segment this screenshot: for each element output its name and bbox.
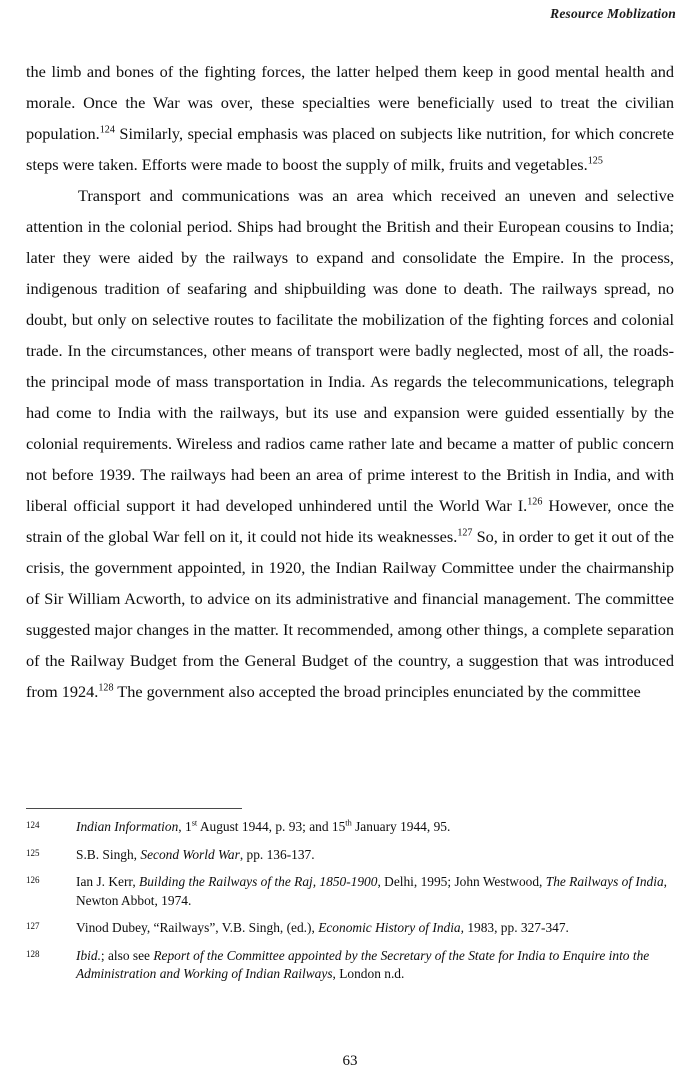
paragraph-1-segment-2: Similarly, special emphasis was placed on subjects like nutrition, for which concrete steps were taken. Efforts were made to boost the supply of milk, fruits and vegetables. — [26, 124, 674, 174]
footnote-number: 126 — [26, 875, 40, 885]
footnote-text: Ian J. Kerr, — [76, 874, 140, 889]
footnote-separator-rule — [26, 808, 242, 809]
footnote-item — [26, 947, 676, 984]
running-head: Resource Moblization — [550, 6, 676, 21]
footnote-ref-127[interactable]: 127 — [457, 527, 473, 539]
footnote-text: 1983, pp. 327-347. — [463, 920, 569, 935]
paragraph-1 — [26, 56, 674, 180]
footnote-text: ; also see — [100, 947, 154, 963]
footnote-item — [26, 919, 676, 938]
footnote-text: , 1 — [178, 819, 192, 834]
footnote-text: January 1944, 95. — [351, 819, 451, 834]
footnote-item — [26, 818, 676, 837]
paragraph-2-segment-4: The government also accepted the broad principles enunciated by the committee — [113, 682, 641, 701]
paragraph-1-segment-1: the limb and bones of the fighting forces, the latter helped them keep in good mental health and morale. Once the War was over, these specialties were beneficially used to treat the civilian population. — [26, 62, 674, 143]
footnote-ibid-italic: Ibid. — [76, 947, 101, 963]
paragraph-2-segment-2: However, once the strain of the global War fell on it, it could not hide its weaknesses. — [26, 496, 674, 546]
footnote-item — [26, 846, 676, 865]
paragraph-2 — [26, 180, 674, 707]
footnote-ref-125[interactable]: 125 — [587, 155, 603, 167]
footnote-ordinal-th: th — [345, 818, 352, 828]
footnote-text: Vinod Dubey, “Railways”, V.B. Singh, (ed.), — [76, 920, 319, 935]
footnote-title-italic: Economic History of India, — [318, 920, 464, 935]
footnote-number: 128 — [26, 948, 40, 959]
footnote-title-italic: Indian Information — [76, 819, 179, 834]
footnote-ref-124[interactable]: 124 — [99, 124, 115, 136]
footnotes-section — [26, 818, 676, 993]
footnote-text: , Newton Abbot, 1974. — [76, 874, 668, 908]
paragraph-2-segment-3: So, in order to get it out of the crisis, the government appointed, in 1920, the Indian Railway Committee under the chairmanship of Sir William Acworth, to advice on its administrative and financial management. The committee suggested major changes in the matter. It recommended, among other things, a complete separation of the Railway Budget from the General Budget of the country, a suggestion that was introduced from 1924. — [26, 527, 674, 701]
footnote-text: August 1944, p. 93; and 15 — [197, 819, 346, 834]
footnote-ordinal-st: st — [191, 818, 198, 828]
footnote-title-italic-secondary: The Railways of India — [545, 874, 664, 889]
footnote-ref-128[interactable]: 128 — [98, 682, 114, 694]
footnote-item — [26, 873, 676, 910]
footnote-number: 124 — [26, 820, 40, 830]
footnote-text: , pp. 136-137. — [239, 846, 315, 862]
paragraph-2-segment-1: Transport and communications was an area which received an uneven and selective attention in the colonial period. Ships had brought the British and their European cousins to India; later they were aided by the railways to expand and consolidate the Empire. In the process, indigenous tradition of seafaring and shipbuilding was done to death. The railways spread, no doubt, but only on selective routes to facilitate the mobilization of the fighting forces and colonial trade. In the circumstances, other means of transport were badly neglected, most of all, the roads-the principal mode of mass transportation in India. As regards the telecommunications, telegraph had come to India with the railways, but its use and expansion were guided essentially by the colonial requirements. Wireless and radios came rather late and became a matter of public concern not before 1939. The railways had been an area of prime interest to the British in India, and with liberal official support it had developed unhindered until the World War I. — [26, 186, 674, 515]
page-number: 63 — [342, 1053, 358, 1069]
footnote-ref-126[interactable]: 126 — [527, 496, 543, 508]
footnote-title-italic-secondary: Report of the Committee appointed by the Secretary of the State for India to Enquire into the Administration and Working of Indian Railways — [76, 947, 650, 981]
footnote-title-italic: Second World War — [140, 846, 240, 862]
footnote-text: , London n.d. — [332, 966, 405, 981]
footnote-text: S.B. Singh, — [76, 846, 141, 862]
body-text-column — [26, 56, 674, 707]
footnote-text: , Delhi, 1995; John Westwood, — [377, 874, 546, 889]
footnote-title-italic: Building the Railways of the Raj, 1850-1900 — [139, 874, 378, 889]
footnote-number: 127 — [26, 921, 40, 931]
footnote-number: 125 — [26, 847, 40, 858]
